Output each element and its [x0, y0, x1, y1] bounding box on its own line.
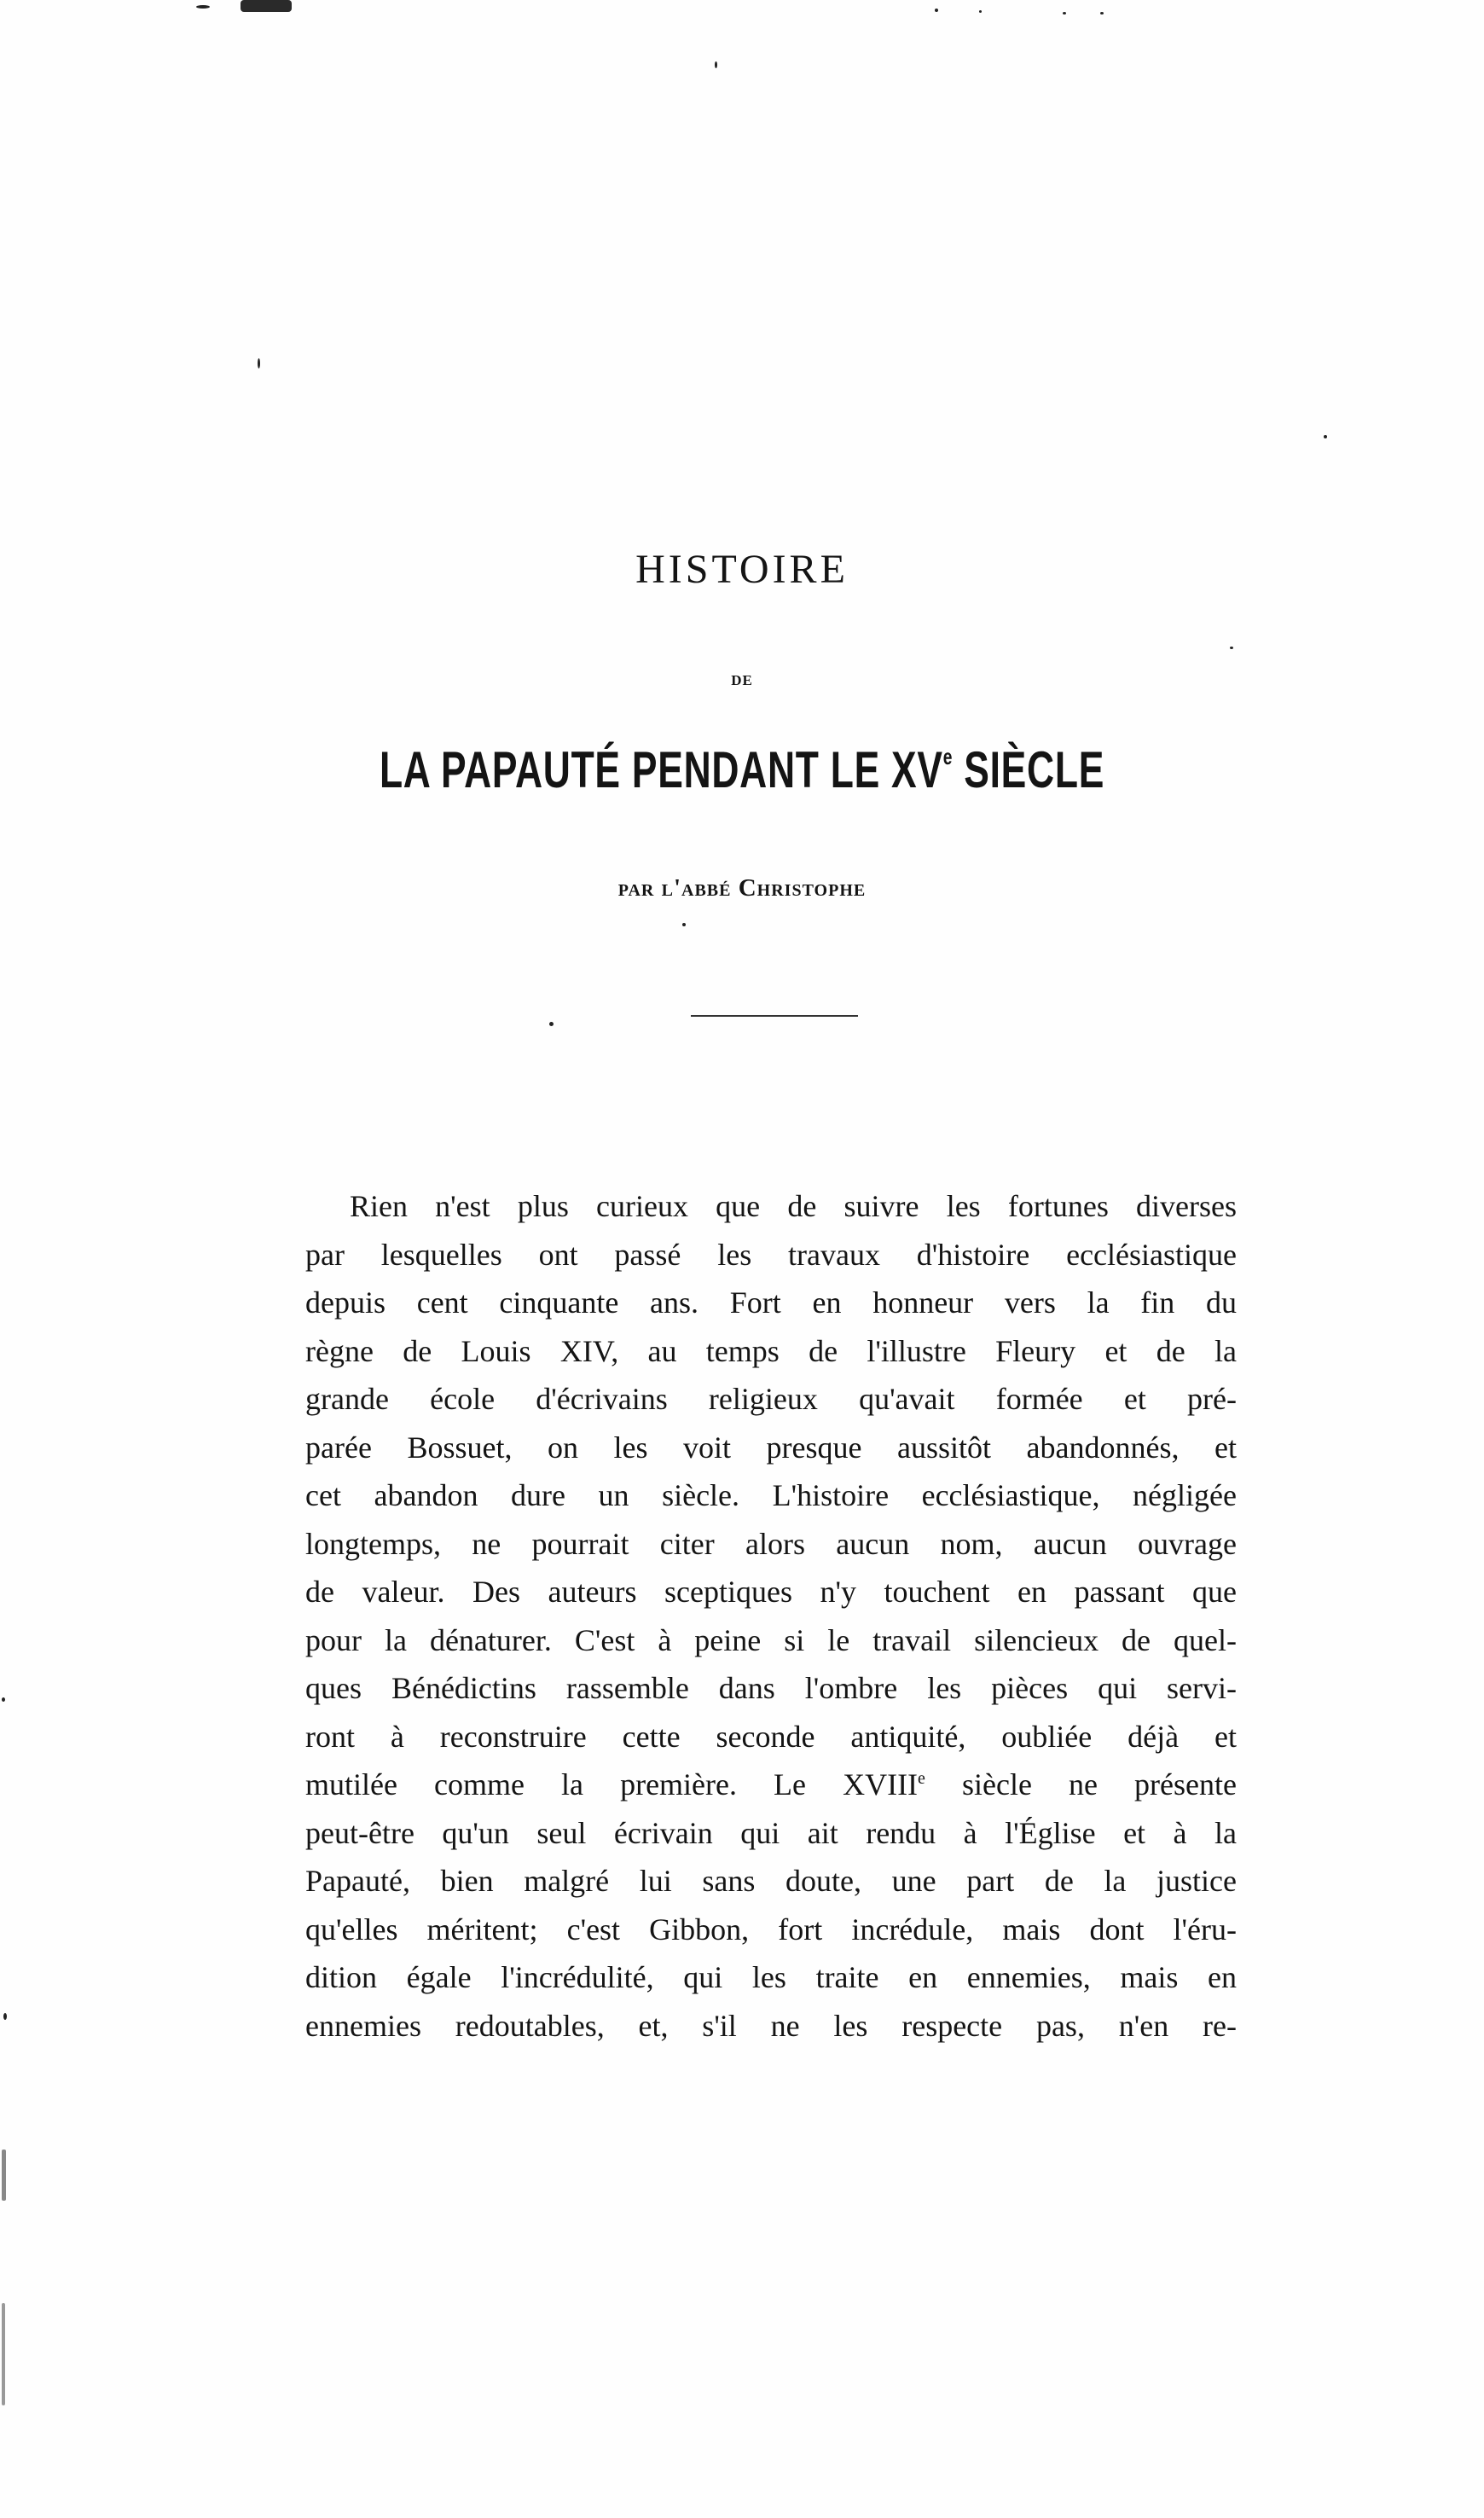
- body-line: Rien n'est plus curieux que de suivre les fortunes diverses: [350, 1189, 1237, 1223]
- print-speck: [979, 10, 982, 13]
- separator-rule: [691, 1015, 858, 1017]
- subtitle-end: SIÈCLE: [953, 741, 1105, 798]
- body-line: depuis cent cinquante ans. Fort en honneur vers la fin du: [305, 1285, 1237, 1320]
- body-line-superscript: e: [918, 1769, 925, 1788]
- body-line: cet abandon dure un siècle. L'histoire ecclésiastique, négligée: [305, 1478, 1237, 1512]
- subtitle-superscript: e: [942, 744, 954, 769]
- author-line: par l'abbé Christophe: [617, 874, 867, 902]
- body-line: règne de Louis XIV, au temps de l'illustre Fleury et de la: [305, 1333, 1237, 1368]
- body-line: pour la dénaturer. C'est à peine si le travail silencieux de quel-: [305, 1622, 1237, 1657]
- print-speck: [2, 1697, 5, 1702]
- print-speck: [2, 2150, 6, 2201]
- title-connector: DE: [731, 672, 753, 688]
- body-line: longtemps, ne pourrait citer alors aucun nom, aucun ouvrage: [305, 1526, 1237, 1561]
- body-line: dition égale l'incrédulité, qui les traite en ennemies, mais en: [305, 1960, 1237, 1994]
- body-line-part: mutilée comme la première. Le XVIII: [305, 1767, 919, 1801]
- print-speck: [2, 2303, 5, 2405]
- body-line: grande école d'écrivains religieux qu'avait formée et pré-: [305, 1382, 1237, 1416]
- body-line: par lesquelles ont passé les travaux d'histoire ecclésiastique: [305, 1237, 1237, 1272]
- body-line: [305, 1761, 1237, 1809]
- body-line: Papauté, bien malgré lui sans doute, une part de la justice: [305, 1864, 1237, 1898]
- body-paragraph: [305, 1182, 1237, 2050]
- print-speck: [258, 358, 260, 368]
- body-line: peut-être qu'un seul écrivain qui ait rendu à l'Église et à la: [305, 1815, 1237, 1850]
- body-line: de valeur. Des auteurs sceptiques n'y touchent en passant que: [305, 1575, 1237, 1609]
- body-line-part: siècle ne présente: [925, 1767, 1237, 1801]
- body-line: ront à reconstruire cette seconde antiquité, oubliée déjà et: [305, 1719, 1237, 1754]
- document-subtitle: [193, 740, 1291, 799]
- subtitle-main: LA PAPAUTÉ PENDANT LE XV: [379, 741, 943, 798]
- print-speck: [715, 61, 717, 68]
- document-title: HISTOIRE: [635, 547, 849, 592]
- body-line: qu'elles méritent; c'est Gibbon, fort incrédule, mais dont l'éru-: [305, 1912, 1237, 1947]
- print-speck: [682, 923, 686, 926]
- print-speck: [1230, 647, 1233, 649]
- print-speck: [241, 0, 292, 12]
- print-speck: [935, 9, 938, 12]
- body-line: ennemies redoutables, et, s'il ne les respecte pas, n'en re-: [305, 2008, 1237, 2043]
- print-speck: [1324, 435, 1327, 438]
- print-speck: [196, 5, 210, 9]
- print-speck: [1100, 12, 1104, 15]
- body-line: ques Bénédictins rassemble dans l'ombre les pièces qui servi-: [305, 1671, 1237, 1705]
- print-speck: [1063, 12, 1066, 15]
- body-line: parée Bossuet, on les voit presque aussitôt abandonnés, et: [305, 1430, 1237, 1465]
- print-speck: [549, 1022, 554, 1026]
- print-speck: [3, 2013, 7, 2020]
